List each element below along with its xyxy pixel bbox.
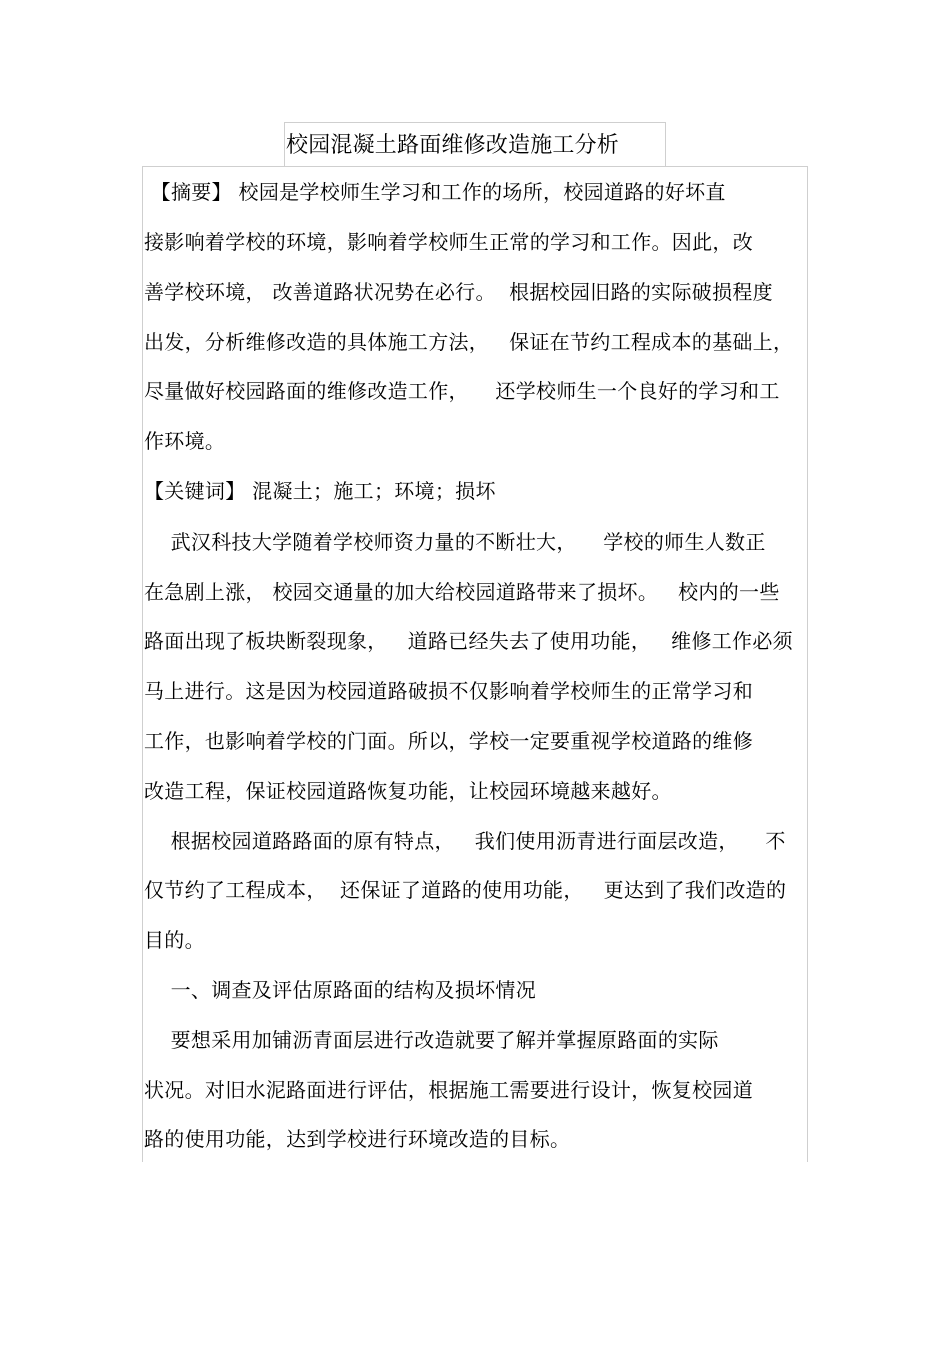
body-line-11: 马上进行。这是因为校园道路破损不仅影响着学校师生的正常学习和 [144,679,753,703]
body-line-6: 作环境。 [144,429,226,453]
body-line-5: 尽量做好校园路面的维修改造工作， 还学校师生一个良好的学习和工 [144,379,780,403]
body-line-13: 改造工程，保证校园道路恢复功能，让校园环境越来越好。 [144,779,672,803]
body-line-10: 路面出现了板块断裂现象， 道路已经失去了使用功能， 维修工作必须 [144,629,793,653]
keywords-line: 【关键词】 混凝土；施工；环境；损坏 [144,479,496,503]
body-line-14: 根据校园道路路面的原有特点， 我们使用沥青进行面层改造， 不 [144,829,786,853]
body-line-2: 接影响着学校的环境，影响着学校师生正常的学习和工作。因此，改 [144,230,753,254]
document-title: 校园混凝土路面维修改造施工分析 [286,133,620,158]
body-line-1: 【摘要】 校园是学校师生学习和工作的场所，校园道路的好坏直 [144,180,726,204]
body-line-18: 要想采用加铺沥青面层进行改造就要了解并掌握原路面的实际 [144,1028,719,1052]
body-line-3: 善学校环境， 改善道路状况势在必行。 根据校园旧路的实际破损程度 [144,280,773,304]
content-frame [142,166,808,1162]
body-line-12: 工作，也影响着学校的门面。所以，学校一定要重视学校道路的维修 [144,729,753,753]
body-line-9: 在急剧上涨， 校园交通量的加大给校园道路带来了损坏。 校内的一些 [144,580,780,604]
body-line-15: 仅节约了工程成本， 还保证了道路的使用功能， 更达到了我们改造的 [144,878,787,902]
body-line-8: 武汉科技大学随着学校师资力量的不断壮大， 学校的师生人数正 [144,530,766,554]
body-line-4: 出发，分析维修改造的具体施工方法， 保证在节约工程成本的基础上， [144,330,794,354]
section-heading: 一、调查及评估原路面的结构及损坏情况 [144,978,537,1002]
body-line-16: 目的。 [144,928,205,952]
body-line-19: 状况。对旧水泥路面进行评估，根据施工需要进行设计，恢复校园道 [144,1078,753,1102]
body-line-20: 路的使用功能，达到学校进行环境改造的目标。 [144,1127,571,1151]
